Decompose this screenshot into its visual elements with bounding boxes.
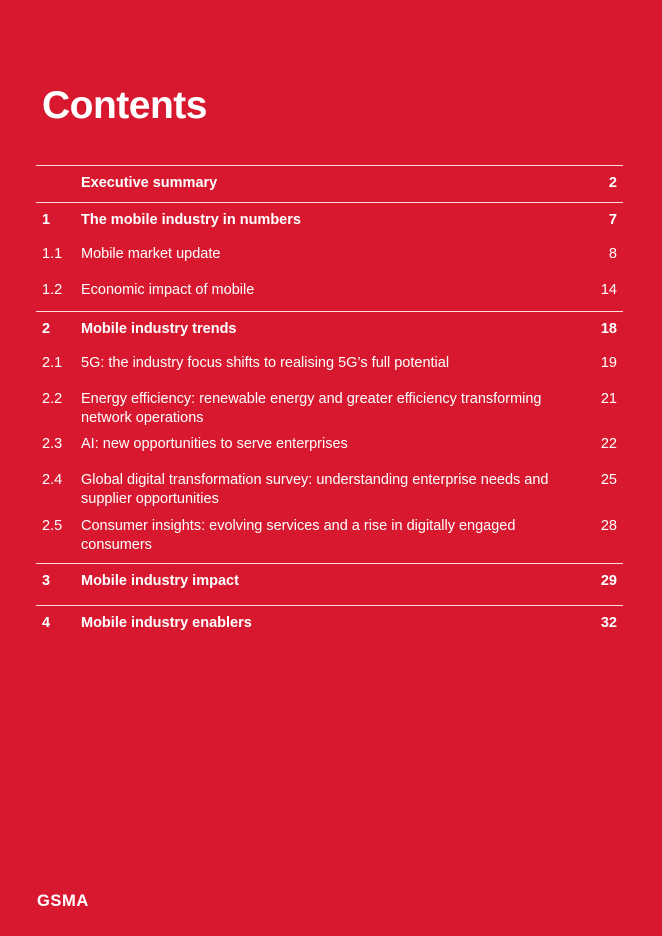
gsma-logo [37, 892, 119, 908]
toc-number: 2.5 [42, 518, 63, 534]
toc-title: Mobile industry trends [81, 321, 237, 337]
toc-entry-section-4[interactable] [36, 605, 623, 642]
toc-number: 4 [42, 615, 51, 631]
toc-number: 1.1 [42, 246, 63, 262]
toc-page: 29 [600, 573, 617, 589]
toc-entry-section-1-1[interactable] [36, 239, 623, 275]
toc-page: 25 [600, 472, 617, 488]
toc-page: 2 [608, 175, 617, 191]
toc-title: Economic impact of mobile [81, 282, 255, 298]
toc-title: Energy efficiency: renewable energy and greater efficiency transforming network operations [81, 391, 542, 426]
toc-entry-section-2-4[interactable] [36, 465, 623, 511]
toc-title: Mobile market update [81, 246, 221, 262]
toc-entry-section-1[interactable] [36, 202, 623, 239]
toc-entry-section-1-2[interactable] [36, 275, 623, 311]
toc-title: Consumer insights: evolving services and a rise in digitally engaged consumers [81, 518, 516, 553]
toc-page: 22 [600, 436, 617, 452]
toc-number: 1.2 [42, 282, 63, 298]
toc-title: Mobile industry impact [81, 573, 239, 589]
toc-number: 2.1 [42, 355, 63, 371]
toc-number: 2 [42, 321, 51, 337]
toc-entry-section-2-2[interactable] [36, 384, 623, 429]
toc-entry-section-2[interactable] [36, 311, 623, 348]
toc-title: Global digital transformation survey: understanding enterprise needs and supplier opportunities [81, 472, 549, 507]
toc-page: 19 [600, 355, 617, 371]
toc-title: 5G: the industry focus shifts to realising 5G’s full potential [81, 355, 450, 371]
gsma-logo-text: GSMA [37, 892, 89, 908]
toc-title: Executive summary [81, 175, 218, 191]
toc-page: 18 [600, 321, 617, 337]
toc-page: 28 [600, 518, 617, 534]
toc-entry-section-3[interactable] [36, 563, 623, 605]
toc-title: Mobile industry enablers [81, 615, 252, 631]
toc-title: AI: new opportunities to serve enterprises [81, 436, 348, 452]
toc-page: 8 [608, 246, 617, 262]
table-of-contents [36, 165, 623, 642]
toc-page: 21 [600, 391, 617, 407]
toc-number: 2.3 [42, 436, 63, 452]
toc-page: 7 [608, 212, 617, 228]
toc-entry-executive-summary[interactable] [36, 165, 623, 202]
toc-page: 32 [600, 615, 617, 631]
toc-number: 2.4 [42, 472, 63, 488]
toc-entry-section-2-5[interactable] [36, 511, 623, 563]
toc-number: 1 [42, 212, 51, 228]
page-title: Contents [42, 84, 207, 127]
toc-page: 14 [600, 282, 617, 298]
toc-number: 3 [42, 573, 51, 589]
toc-title: The mobile industry in numbers [81, 212, 301, 228]
toc-entry-section-2-1[interactable] [36, 348, 623, 384]
toc-entry-section-2-3[interactable] [36, 429, 623, 465]
toc-number: 2.2 [42, 391, 63, 407]
